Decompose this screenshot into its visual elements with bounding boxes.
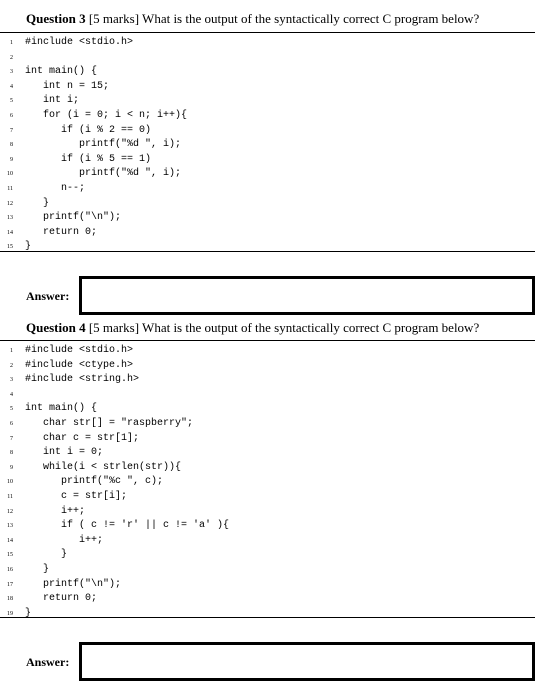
line-number: 2: [10, 54, 13, 61]
line-number: 14: [7, 229, 13, 236]
question-3-answer-box[interactable]: [79, 276, 535, 315]
line-number: 11: [7, 493, 13, 500]
question-3-marks: [5 marks]: [88, 11, 140, 26]
code-text: printf("%c ", c);: [25, 476, 164, 488]
question-3-top-rule: [0, 32, 535, 33]
code-text: char c = str[1];: [25, 432, 140, 444]
code-text: char str[] = "raspberry";: [25, 417, 194, 429]
line-number: 9: [10, 464, 13, 471]
line-number: 7: [10, 127, 13, 134]
code-text: }: [25, 563, 50, 575]
question-4-marks: [5 marks]: [88, 320, 140, 335]
code-text: int n = 15;: [25, 80, 110, 92]
line-number: 2: [10, 362, 13, 369]
line-number: 14: [7, 537, 13, 544]
question-3-header: [26, 11, 479, 27]
code-text: if (i % 5 == 1): [25, 153, 152, 165]
code-text: if ( c != 'r' || c != 'a' ){: [25, 520, 230, 532]
question-4-label: Question 4: [26, 320, 86, 335]
question-4-answer-label: Answer:: [26, 655, 70, 669]
code-text: #include <ctype.h>: [25, 359, 134, 371]
code-text: printf("\n");: [25, 578, 122, 590]
line-number: 8: [10, 142, 13, 149]
code-text: c = str[i];: [25, 490, 128, 502]
question-4-top-rule: [0, 340, 535, 341]
question-4-header: [26, 320, 479, 336]
code-text: while(i < strlen(str)){: [25, 461, 182, 473]
line-number: 17: [7, 581, 13, 588]
code-text: return 0;: [25, 593, 98, 605]
line-number: 8: [10, 450, 13, 457]
line-number: 11: [7, 185, 13, 192]
question-4-bottom-rule: [0, 617, 535, 618]
code-text: printf("%d ", i);: [25, 168, 182, 180]
line-number: 7: [10, 435, 13, 442]
line-number: 6: [10, 112, 13, 119]
line-number: 4: [10, 83, 13, 90]
code-text: int main() {: [25, 403, 98, 415]
question-3-answer-label: Answer:: [26, 289, 70, 303]
line-number: 1: [10, 348, 13, 354]
line-number: 3: [10, 377, 13, 384]
line-number: 13: [7, 523, 13, 530]
line-number: 1: [10, 40, 13, 46]
code-text: n--;: [25, 182, 86, 194]
code-text: }: [25, 607, 32, 619]
code-text: }: [25, 197, 50, 209]
line-number: 6: [10, 420, 13, 427]
question-3-bottom-rule: [0, 251, 535, 252]
code-text: #include <stdio.h>: [25, 345, 134, 356]
line-number: 13: [7, 215, 13, 222]
question-3-prompt: What is the output of the syntactically correct C program below?: [142, 11, 480, 26]
code-text: return 0;: [25, 226, 98, 238]
code-text: int i = 0;: [25, 447, 104, 459]
code-text: }: [25, 549, 68, 561]
code-text: int main() {: [25, 66, 98, 78]
code-text: printf("\n");: [25, 212, 122, 224]
line-number: 16: [7, 566, 13, 573]
line-number: 5: [10, 406, 13, 413]
line-number: 5: [10, 98, 13, 105]
line-number: 12: [7, 200, 13, 207]
question-3-label: Question 3: [26, 11, 86, 26]
line-number: 19: [7, 610, 13, 617]
code-text: for (i = 0; i < n; i++){: [25, 109, 188, 121]
line-number: 9: [10, 156, 13, 163]
line-number: 10: [7, 479, 13, 486]
line-number: 15: [7, 552, 13, 559]
code-text: int i;: [25, 95, 80, 107]
question-4-answer-box[interactable]: [79, 642, 535, 681]
code-text: printf("%d ", i);: [25, 139, 182, 151]
code-text: #include <stdio.h>: [25, 37, 134, 48]
line-number: 3: [10, 69, 13, 76]
question-4-prompt: What is the output of the syntactically correct C program below?: [142, 320, 480, 335]
line-number: 18: [7, 596, 13, 603]
line-number: 10: [7, 171, 13, 178]
line-number: 12: [7, 508, 13, 515]
code-text: }: [25, 241, 32, 253]
code-text: i++;: [25, 505, 86, 517]
line-number: 15: [7, 244, 13, 251]
code-text: if (i % 2 == 0): [25, 124, 152, 136]
code-text: i++;: [25, 534, 104, 546]
line-number: 4: [10, 391, 13, 398]
code-text: #include <string.h>: [25, 374, 140, 386]
